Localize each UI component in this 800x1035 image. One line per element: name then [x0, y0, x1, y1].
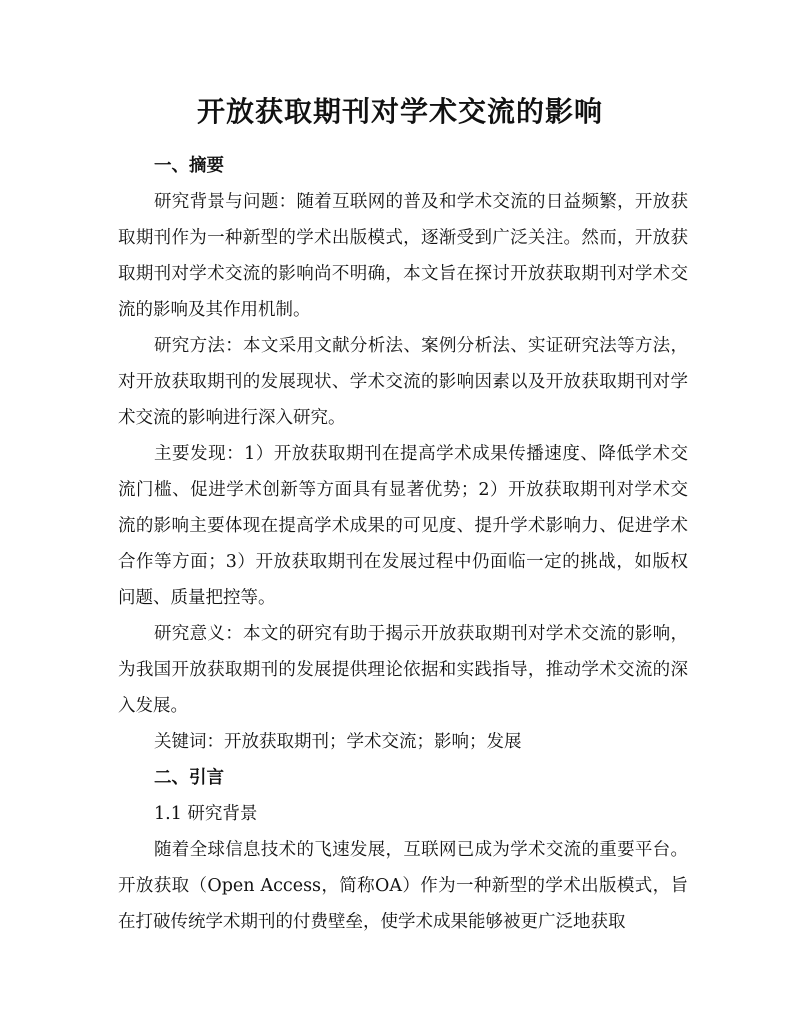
abstract-heading: 一、摘要: [154, 156, 224, 176]
document-title: 开放获取期刊对学术交流的影响: [196, 95, 603, 128]
abstract-methods-paragraph: 研究方法：本文采用文献分析法、案例分析法、实证研究法等方法，对开放获取期刊的发展现状、学术交流的影响因素以及开放获取期刊对学术交流的影响进行深入研究。: [118, 336, 688, 428]
abstract-background-paragraph: 研究背景与问题：随着互联网的普及和学术交流的日益频繁，开放获取期刊作为一种新型的学术出版模式，逐渐受到广泛关注。然而，开放获取期刊对学术交流的影响尚不明确，本文旨在探讨开放获取期刊对学术交流的影响及其作用机制。: [118, 192, 688, 320]
subsection-heading: 1.1 研究背景: [154, 804, 258, 824]
keywords-line: 关键词：开放获取期刊；学术交流；影响；发展: [154, 732, 522, 752]
intro-heading: 二、引言: [154, 768, 224, 788]
document-body: [118, 148, 688, 940]
intro-paragraph: 随着全球信息技术的飞速发展，互联网已成为学术交流的重要平台。开放获取（Open Access，简称OA）作为一种新型的学术出版模式，旨在打破传统学术期刊的付费壁垒，使学术成果能够被更广泛地获取: [118, 840, 688, 932]
abstract-findings-paragraph: 主要发现：1）开放获取期刊在提高学术成果传播速度、降低学术交流门槛、促进学术创新等方面具有显著优势；2）开放获取期刊对学术交流的影响主要体现在提高学术成果的可见度、提升学术影响力、促进学术合作等方面；3）开放获取期刊在发展过程中仍面临一定的挑战，如版权问题、质量把控等。: [118, 444, 688, 608]
abstract-significance-paragraph: 研究意义：本文的研究有助于揭示开放获取期刊对学术交流的影响，为我国开放获取期刊的发展提供理论依据和实践指导，推动学术交流的深入发展。: [118, 624, 688, 716]
